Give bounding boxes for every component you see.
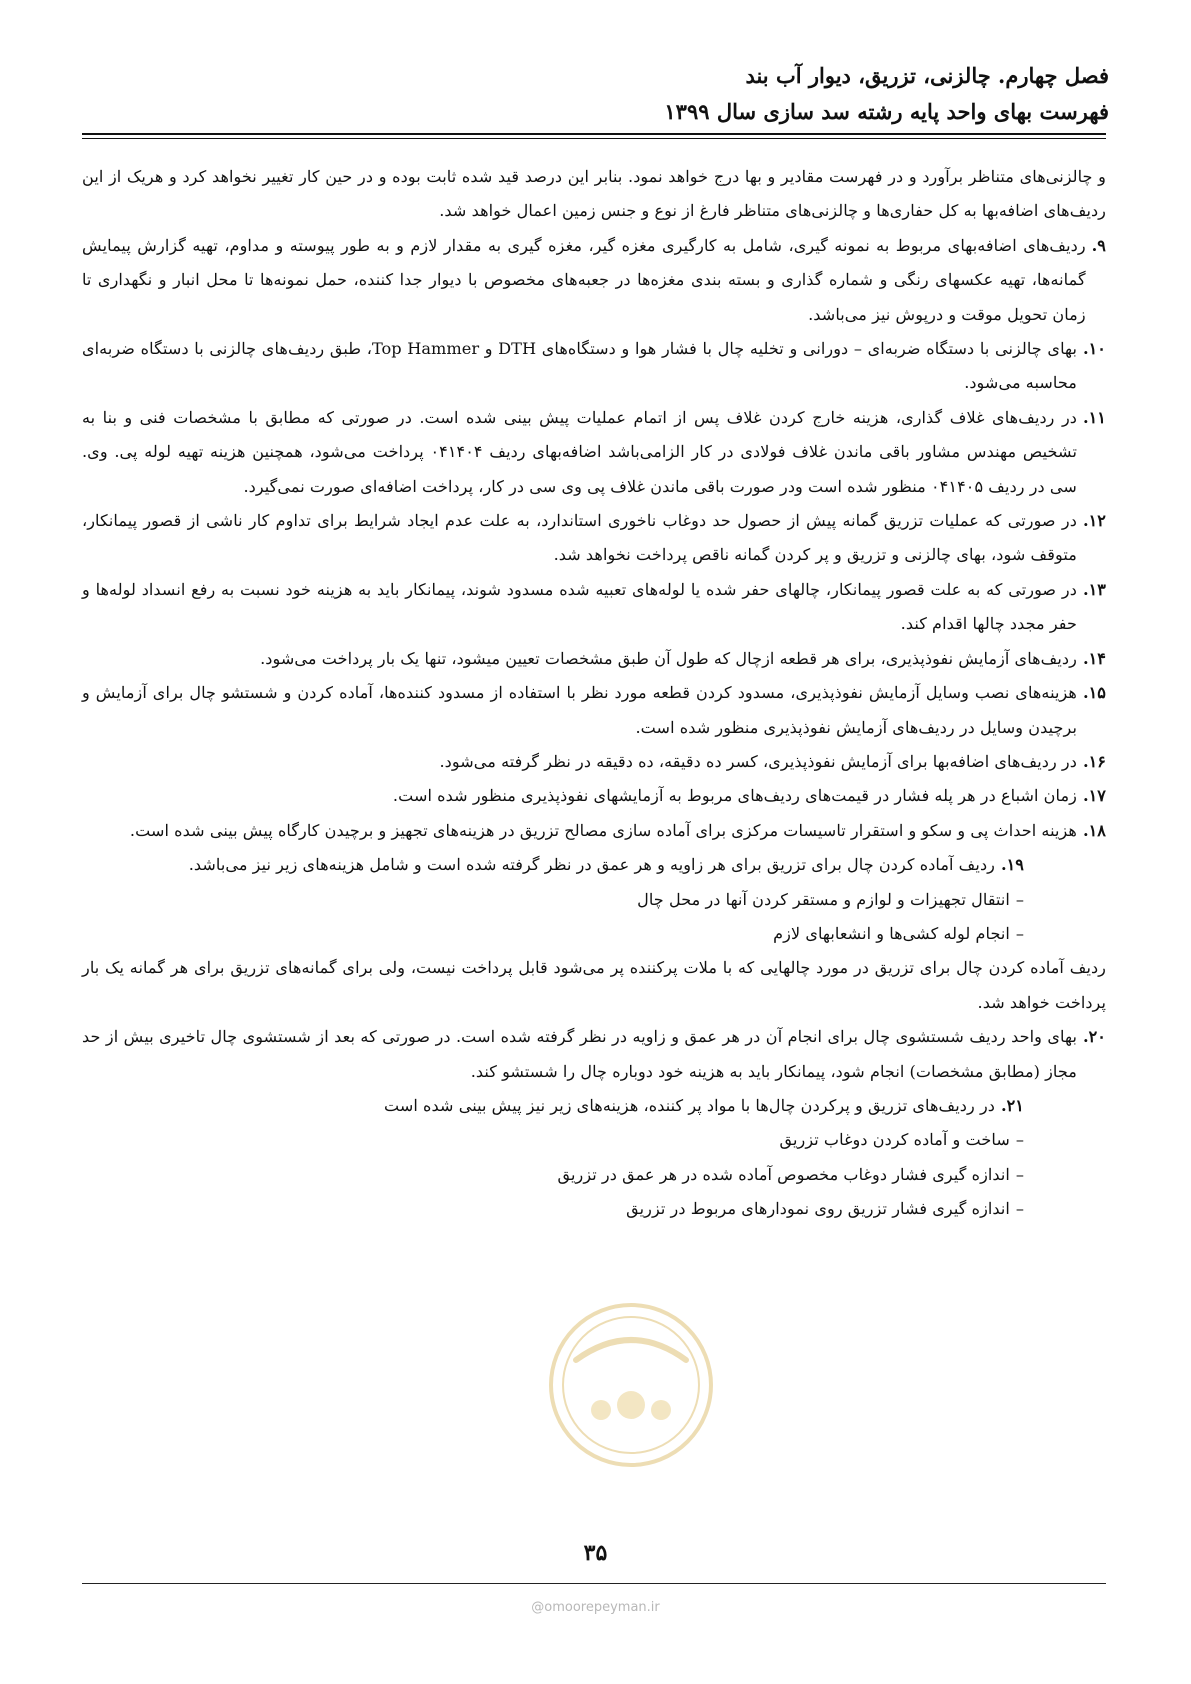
item-number: ۱۳. (1082, 579, 1106, 599)
list-item-17 (82, 779, 1106, 813)
list-item-19 (82, 848, 1106, 882)
item-text: ردیف آماده کردن چال برای تزریق برای هر زاویه و هر عمق در نظر گرفته شده است و شامل هزینه‌های زیر نیز می‌باشد. (188, 855, 995, 875)
page-header (85, 58, 1109, 130)
list-item-18 (82, 814, 1106, 848)
list-item-10 (82, 332, 1106, 401)
list-title: فهرست بهای واحد پایه رشته سد سازی سال ۱۳۹۹ (664, 99, 1109, 124)
list-item-20 (82, 1020, 1106, 1089)
item-number: ۱۵. (1082, 683, 1106, 703)
dash-mark: – (1015, 1130, 1024, 1150)
item-number: ۱۷. (1082, 786, 1106, 806)
item-text: هزینه‌های نصب وسایل آزمایش نفوذپذیری، مسدود کردن قطعه مورد نظر با استفاده از مسدود کننده‌ها، آماده کردن و شستشو چال برای آزمایش و برچیدن وسایل در ردیف‌های آزمایش نفوذپذیری منظور شده است. (82, 683, 1077, 737)
dash-item (82, 1192, 1106, 1226)
list-item-16 (82, 745, 1106, 779)
intro-paragraph: و چالزنی‌های متناظر برآورد و در فهرست مقادیر و بها درج خواهد نمود. بنابر این درصد قید شده ثابت بوده و در حین کار تغییر نخواهد کرد و هریک از این ردیف‌های اضافه‌بها به کل حفاری‌ها و چالزنی‌های متناظر فارغ از نوع و جنس زمین اعمال خواهد شد. (82, 167, 1106, 221)
item-number: ۲۰. (1082, 1027, 1106, 1047)
item-number: ۱۴. (1082, 648, 1106, 668)
list-item-14 (82, 642, 1106, 676)
dash-item (82, 1158, 1106, 1192)
item-number: ۱۲. (1082, 511, 1106, 531)
item-text: در ردیف‌های غلاف گذاری، هزینه خارج کردن غلاف پس از اتمام عملیات پیش بینی شده است. در صورتی که مطابق با مشخصات فنی و بنا به تشخیص مهندس مشاور باقی ماندن غلاف فولادی در کار الزامی‌باشد اضافه‌بهای ردیف ۰۴۱۴۰۴ پرداخت می‌شود، همچنین هزینه تهیه لوله پی. وی. سی در ردیف ۰۴۱۴۰۵ منظور شده است ودر صورت باقی ماندن غلاف پی وی سی در کار، پرداخت اضافه‌ای صورت نمی‌گیرد. (82, 407, 1077, 496)
list-item-15 (82, 676, 1106, 745)
list-item-21 (82, 1089, 1106, 1123)
item-text: هزینه احداث پی و سکو و استقرار تاسیسات مرکزی برای آماده سازی مصالح تزریق در هزینه‌های تجهیز و برچیدن کارگاه پیش بینی شده است. (129, 820, 1077, 840)
item-text: در صورتی که به علت قصور پیمانکار، چالهای حفر شده یا لوله‌های تعبیه شده مسدود شوند، پیمانکار باید به هزینه خود نسبت به رفع انسداد لوله‌ها و حفر مجدد چالها اقدام کند. (82, 579, 1077, 634)
page-number: ۳۵ (583, 1540, 608, 1566)
dash-item (82, 883, 1106, 917)
item-text: بهای واحد ردیف شستشوی چال برای انجام آن در هر عمق و زاویه در نظر گرفته شده است. در صورتی که بعد از شستشوی چال تاخیری بیش از حد مجاز (مطابق مشخصات) انجام شود، پیمانکار باید به هزینه خود دوباره چال را شستشو کند. (82, 1027, 1077, 1081)
chapter-title: فصل چهارم. چالزنی، تزریق، دیوار آب بند (745, 63, 1109, 88)
dash-item (82, 917, 1106, 951)
document-body (82, 160, 1106, 1227)
dash-mark: – (1015, 923, 1024, 943)
dash-item (82, 1123, 1106, 1157)
list-item-12 (82, 504, 1106, 573)
item-text: در صورتی که عملیات تزریق گمانه پیش از حصول حد دوغاب ناخوری استاندارد، به علت عدم ایجاد شرایط برای تداوم کار ناشی از قصور پیمانکار، متوقف شود، بهای چالزنی و تزریق و پر کردن گمانه ناقص پرداخت نخواهد شد. (82, 511, 1077, 565)
item-text: ردیف‌های آزمایش نفوذپذیری، برای هر قطعه ازچال که طول آن طبق مشخصات تعیین میشود، تنها یک بار پرداخت می‌شود. (260, 648, 1077, 668)
item-text: بهای چالزنی با دستگاه ضربه‌ای – دورانی و تخلیه چال با فشار هوا و دستگاه‌های DTH و Top Hammer، طبق ردیف‌های چالزنی با دستگاه ضربه‌ای محاسبه می‌شود. (82, 339, 1077, 393)
dash-text: اندازه گیری فشار دوغاب مخصوص آماده شده در هر عمق در تزریق (557, 1164, 1010, 1184)
item-number: ۱۸. (1082, 820, 1106, 840)
item-text: زمان اشباع در هر پله فشار در قیمت‌های ردیف‌های مربوط به آزمایشهای نفوذپذیری منظور شده است. (392, 786, 1077, 806)
list-item-11 (82, 401, 1106, 504)
header-rule-thick (82, 133, 1106, 135)
footer-rule (82, 1583, 1106, 1584)
item-number: ۱۹. (1000, 855, 1024, 875)
item-text: در ردیف‌های اضافه‌بها برای آزمایش نفوذپذیری، کسر ده دقیقه، ده دقیقه در نظر گرفته می‌شود. (439, 751, 1077, 771)
dash-mark: – (1015, 1199, 1024, 1219)
item19-note: ردیف آماده کردن چال برای تزریق در مورد چالهایی که با ملات پرکننده پر می‌شود قابل پرداخت نیست، ولی برای گمانه‌های تزریق برای هر گمانه یک بار پرداخت خواهد شد. (82, 958, 1106, 1012)
dash-text: ساخت و آماده کردن دوغاب تزریق (779, 1130, 1010, 1150)
dash-text: انجام لوله کشی‌ها و انشعابهای لازم (773, 923, 1010, 943)
item-number: ۱۱. (1082, 407, 1106, 427)
item-text: در ردیف‌های تزریق و پرکردن چال‌ها با مواد پر کننده، هزینه‌های زیر نیز پیش بینی شده است (383, 1095, 995, 1115)
item-number: ۹. (1091, 235, 1106, 255)
watermark-logo (546, 1300, 716, 1470)
item-text: ردیف‌های اضافه‌بهای مربوط به نمونه گیری، شامل به کارگیری مغزه گیر، مغزه گیری به مقدار لازم و به طور پیوسته و مداوم، تهیه گزارش پیمایش گمانه‌ها، تهیه عکسهای رنگی و شماره گذاری و بسته بندی مغزه‌ها در جعبه‌های مخصوص با دیوار جدا کننده، حمل نمونه‌ها تا محل انبار و نگهداری تا زمان تحویل موقت و درپوش نیز می‌باشد. (82, 235, 1086, 324)
item-number: ۲۱. (1000, 1095, 1024, 1115)
item-number: ۱۶. (1082, 751, 1106, 771)
header-rule-thin (82, 138, 1106, 139)
dash-mark: – (1015, 889, 1024, 909)
list-item-13 (82, 573, 1106, 642)
item-number: ۱۰. (1082, 339, 1106, 359)
dash-text: اندازه گیری فشار تزریق روی نمودارهای مربوط در تزریق (626, 1199, 1010, 1219)
footer-url[interactable]: @omoorepeyman.ir (531, 1600, 660, 1615)
dash-text: انتقال تجهیزات و لوازم و مستقر کردن آنها در محل چال (637, 889, 1010, 909)
list-item-9 (82, 229, 1106, 332)
dash-mark: – (1015, 1164, 1024, 1184)
